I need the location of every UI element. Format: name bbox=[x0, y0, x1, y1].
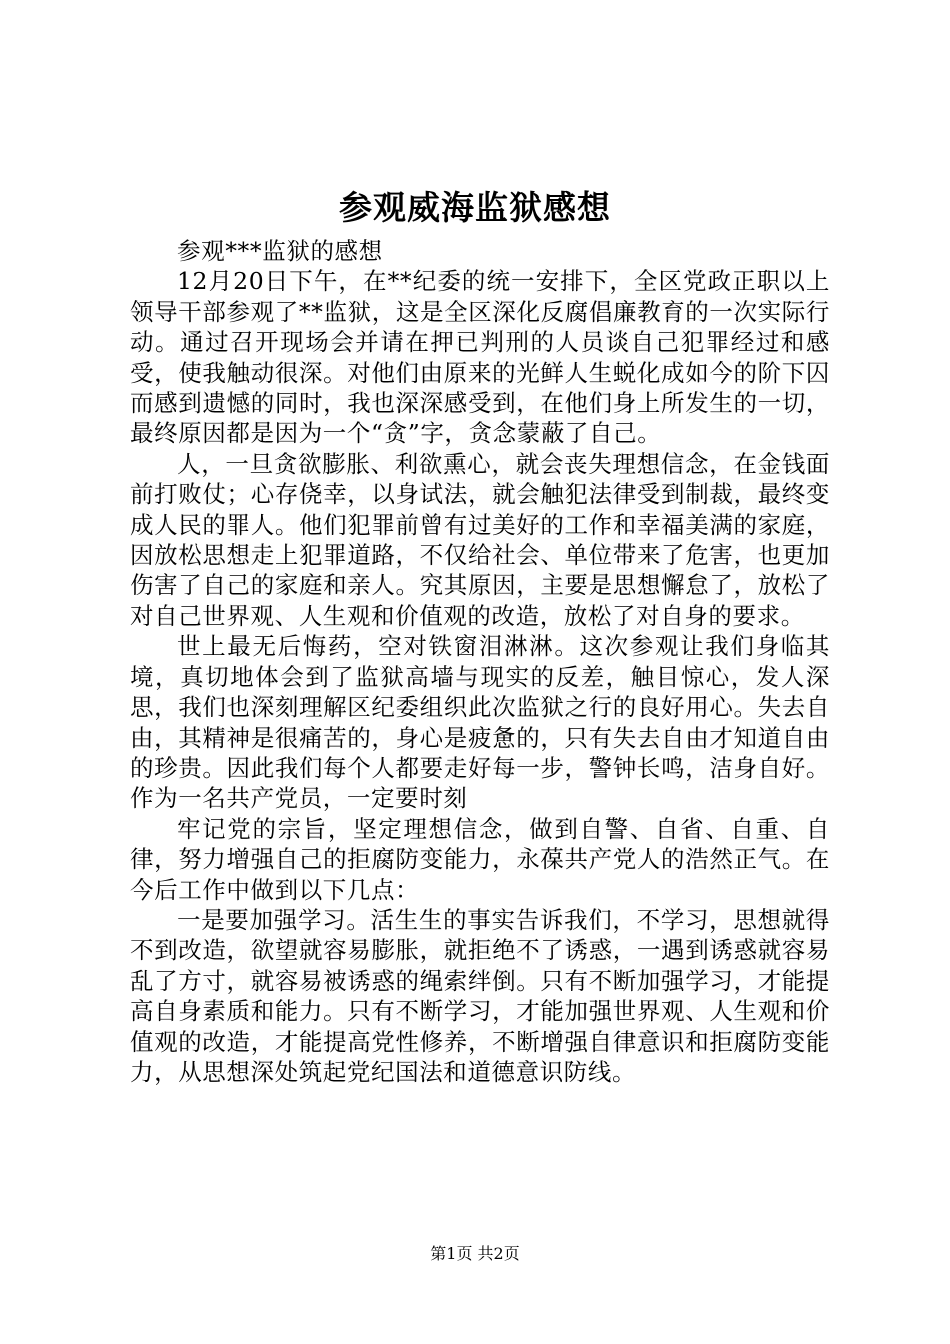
paragraph-5: 一是要加强学习。活生生的事实告诉我们，不学习，思想就得不到改造，欲望就容易膨胀，就拒绝不了诱惑，一遇到诱惑就容易乱了方寸，就容易被诱惑的绳索绊倒。只有不断加强学习，才能提高自身素质和能力。只有不断学习，才能加强世界观、人生观和价值观的改造，才能提高党性修养，不断增强自律意识和拒腐防变能力，从思想深处筑起党纪国法和道德意识防线。 bbox=[130, 905, 830, 1086]
page-number-footer: 第1页 共2页 bbox=[430, 1244, 520, 1263]
paragraph-4: 牢记党的宗旨，坚定理想信念，做到自警、自省、自重、自律，努力增强自己的拒腐防变能力，永葆共产党人的浩然正气。在今后工作中做到以下几点： bbox=[130, 814, 830, 904]
paragraph-3: 世上最无后悔药，空对铁窗泪淋淋。这次参观让我们身临其境，真切地体会到了监狱高墙与现实的反差，触目惊心，发人深思，我们也深刻理解区纪委组织此次监狱之行的良好用心。失去自由，其精神是很痛苦的，身心是疲惫的，只有失去自由才知道自由的珍贵。因此我们每个人都要走好每一步，警钟长鸣，洁身自好。作为一名共产党员，一定要时刻 bbox=[130, 632, 830, 813]
document-title: 参观威海监狱感想 bbox=[339, 188, 611, 227]
paragraph-subtitle: 参观***监狱的感想 bbox=[177, 237, 383, 265]
paragraph-1: 12月20日下午，在**纪委的统一安排下，全区党政正职以上领导干部参观了**监狱，这是全区深化反腐倡廉教育的一次实际行动。通过召开现场会并请在押已判刑的人员谈自己犯罪经过和感受，使我触动很深。对他们由原来的光鲜人生蜕化成如今的阶下囚而感到遗憾的同时，我也深深感受到，在他们身上所发生的一切，最终原因都是因为一个“贪”字，贪念蒙蔽了自己。 bbox=[130, 267, 830, 448]
paragraph-2: 人，一旦贪欲膨胀、利欲熏心，就会丧失理想信念，在金钱面前打败仗；心存侥幸，以身试法，就会触犯法律受到制裁，最终变成人民的罪人。他们犯罪前曾有过美好的工作和幸福美满的家庭，因放松思想走上犯罪道路，不仅给社会、单位带来了危害，也更加伤害了自己的家庭和亲人。究其原因，主要是思想懈怠了，放松了对自己世界观、人生观和价值观的改造，放松了对自身的要求。 bbox=[130, 449, 830, 630]
document-body bbox=[130, 236, 830, 1087]
